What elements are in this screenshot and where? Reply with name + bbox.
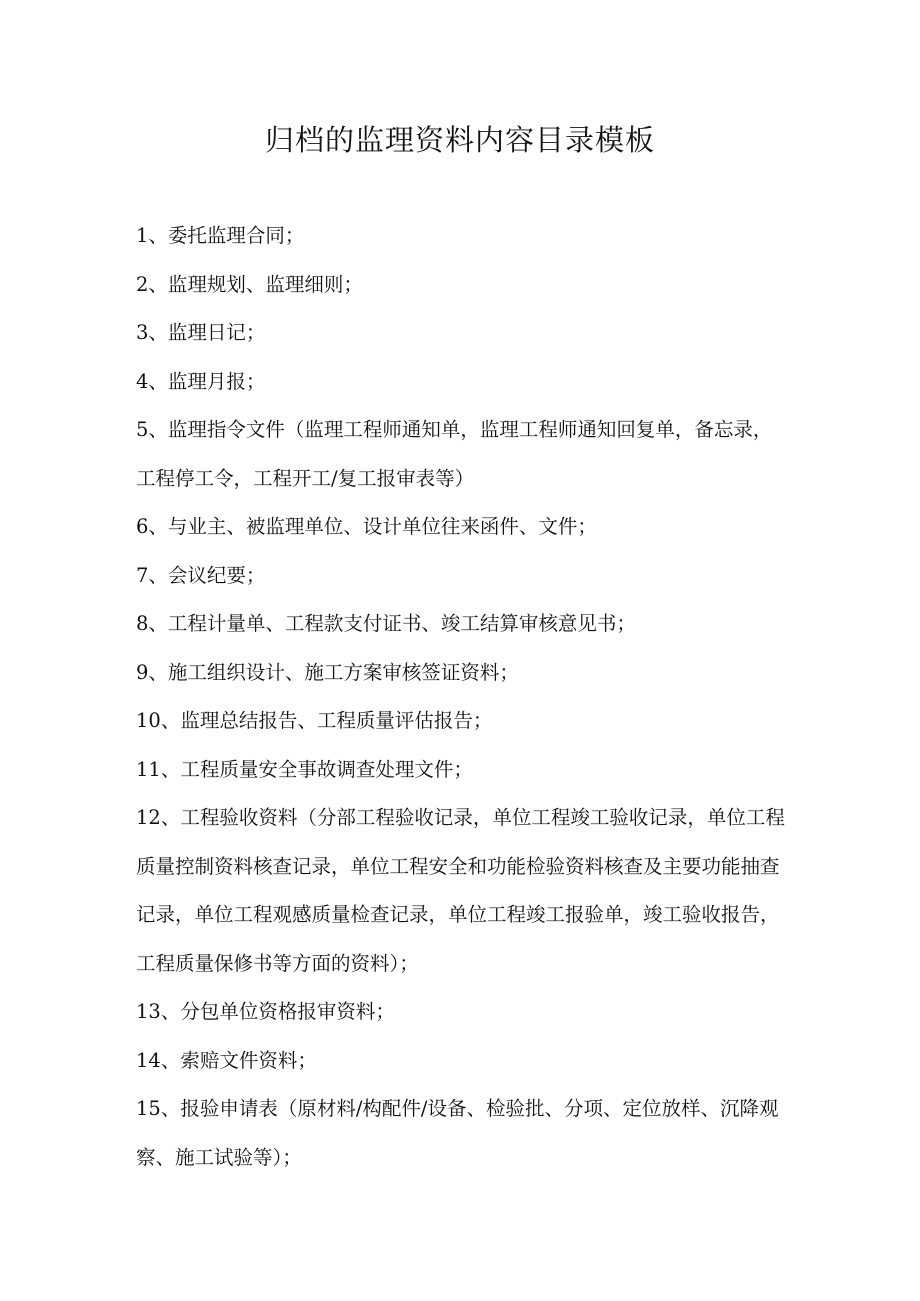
list-item: 2、监理规划、监理细则； — [136, 272, 363, 296]
list-item: 6、与业主、被监理单位、设计单位往来函件、文件； — [136, 515, 597, 538]
list-item: 13、分包单位资格报审资料； — [136, 1000, 395, 1023]
list-item: 11、工程质量安全事故调查处理文件； — [136, 757, 473, 781]
list-item: 15、报验申请表（原材料/构配件/设备、检验批、分项、定位放样、沉降观察、施工试验等）； — [136, 1097, 779, 1169]
document-title: 归档的监理资料内容目录模板 — [264, 123, 655, 157]
list-item: 5、监理指令文件（监理工程师通知单，监理工程师通知回复单，备忘录，工程停工令，工程开工/复工报审表等） — [136, 418, 773, 490]
list-item: 12、工程验收资料（分部工程验收记录，单位工程竣工验收记录，单位工程质量控制资料核查记录，单位工程安全和功能检验资料核查及主要功能抽查记录，单位工程观感质量检查记录，单位工程竣工报验单，竣工验收报告，工程质量保修书等方面的资料）； — [136, 806, 785, 975]
list-item: 9、施工组织设计、施工方案审核签证资料； — [136, 660, 519, 684]
catalog-list — [136, 212, 786, 1182]
list-item: 8、工程计量单、工程款支付证书、竣工结算审核意见书； — [136, 612, 636, 635]
list-item: 3、监理日记； — [136, 321, 266, 344]
list-item: 1、委托监理合同； — [136, 224, 305, 247]
list-item: 4、监理月报； — [136, 369, 266, 393]
list-item: 10、监理总结报告、工程质量评估报告； — [136, 709, 493, 732]
list-item: 7、会议纪要； — [136, 563, 266, 587]
list-item: 14、索赔文件资料； — [136, 1048, 317, 1072]
